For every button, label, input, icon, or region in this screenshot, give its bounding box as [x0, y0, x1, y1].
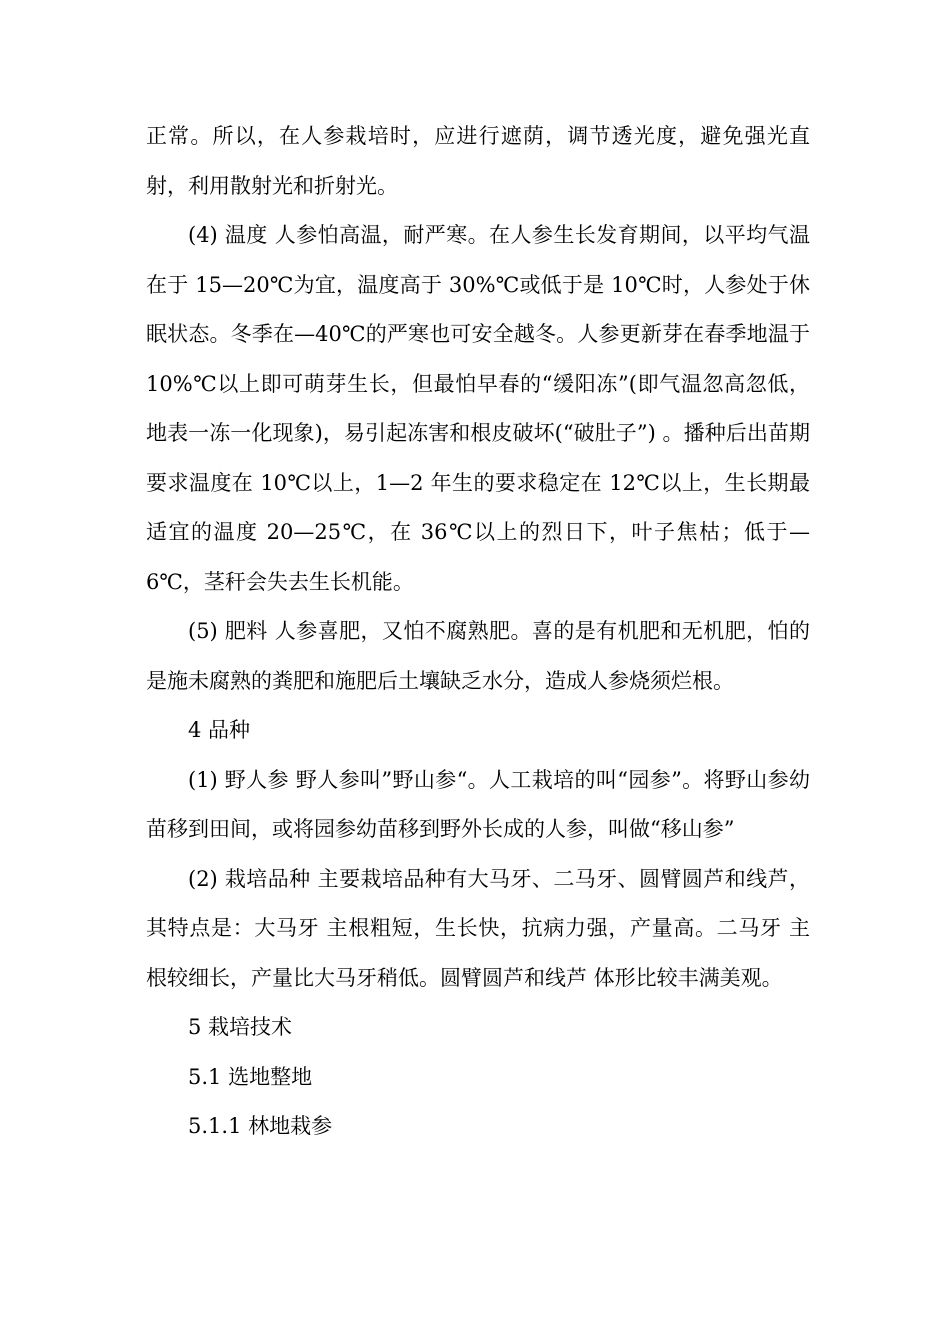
subsection-heading-site-selection: 5.1 选地整地: [188, 1064, 313, 1089]
section-heading-varieties: 4 品种: [188, 718, 251, 742]
subsection-heading-forest-planting: 5.1.1 林地栽参: [188, 1114, 333, 1138]
paragraph-cultivated-varieties: (2) 栽培品种 主要栽培品种有大马牙、二马牙、圆臂圆芦和线芦，其特点是：大马牙 主根粗短，生长快，抗病力强，产量高。二马牙 主根较细长，产量比大马牙稍低。圆臂圆芦和线芦 体形比较丰满美观。: [146, 866, 810, 990]
paragraph-wild-ginseng: (1) 野人参 野人参叫”野山参“。人工栽培的叫“园参”。将野山参幼苗移到田间，或将园参幼苗移到野外长成的人参，叫做“移山参”: [146, 767, 810, 841]
paragraph-fertilizer: (5) 肥料 人参喜肥，又怕不腐熟肥。喜的是有机肥和无机肥，怕的是施未腐熟的粪肥和施肥后土壤缺乏水分，造成人参烧须烂根。: [146, 619, 810, 693]
paragraph-temperature: (4) 温度 人参怕高温，耐严寒。在人参生长发育期间，以平均气温在于 15—20℃为宜，温度高于 30%℃或低于是 10℃时，人参处于休眠状态。冬季在—40℃的严寒也可安全越冬。人参更新芽在春季地温于 10%℃以上即可萌芽生长，但最怕早春的“缓阳冻”(即气温忽高忽低，地表一冻一化现象)，易引起冻害和根皮破坏(“破肚子”) 。播种后出苗期要求温度在 10℃以上，1—2 年生的要求稳定在 12℃以上，生长期最适宜的温度 20—25℃，在 36℃以上的烈日下，叶子焦枯；低于—6℃，茎秆会失去生长机能。: [146, 223, 810, 594]
document-body: [146, 112, 810, 1152]
section-heading-cultivation: 5 栽培技术: [188, 1015, 293, 1039]
paragraph-light-continuation: 正常。所以，在人参栽培时，应进行遮荫，调节透光度，避免强光直射，利用散射光和折射光。: [146, 124, 810, 198]
